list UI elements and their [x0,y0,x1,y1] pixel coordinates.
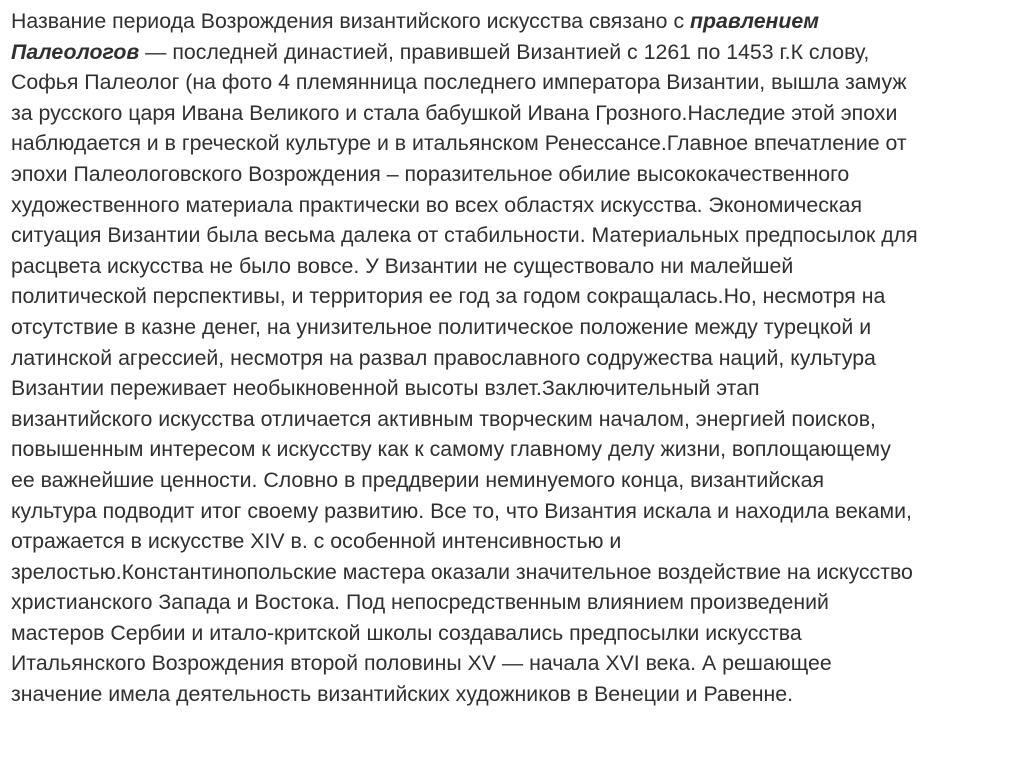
emphasis-text: правлением [690,9,820,33]
text-line: художественного материала практически во всех областях искусства. Экономическая [11,192,863,217]
text-line: политической перспективы, и территория ее год за годом сокращалась.Но, несмотря на [11,284,886,309]
text-line: повышенным интересом к искусству как к самому главному делу жизни, воплощающему [11,437,891,462]
text-line: ситуация Византии была весьма далека от стабильности. Материальных предпосылок для [11,223,918,248]
text-line [11,6,1011,37]
text-line: эпохи Палеологовского Возрождения – поразительное обилие высококачественного [11,161,850,186]
body-text [11,6,1011,710]
text-line: наблюдается и в греческой культуре и в итальянском Ренессансе.Главное впечатление от [11,131,907,156]
text-line: зрелостью.Константинопольские мастера оказали значительное воздействие на искусство [11,559,913,584]
text-line: культура подводит итог своему развитию. Все то, что Византия искала и находила веками, [11,498,912,523]
text-line: расцвета искусства не было вовсе. У Византии не существовало ни малейшей [11,253,794,278]
text-line: византийского искусства отличается активным творческим началом, энергией поисков, [11,406,876,431]
text-line: Софья Палеолог (на фото 4 племянница последнего императора Византии, вышла замуж [11,70,907,95]
emphasis-text: Палеологов [11,39,140,64]
text-run: — последней династией, правившей Византией с 1261 по 1453 г.К слову, [139,39,870,64]
text-line: отражается в искусстве XIV в. с особенной интенсивностью и [11,529,622,554]
text-line: ее важнейшие ценности. Словно в преддверии неминуемого конца, византийская [11,467,825,492]
text-line: отсутствие в казне денег, на унизительное политическое положение между турецкой и [11,314,872,339]
text-line: Итальянского Возрождения второй половины XV — начала XVI века. А решающее [11,651,832,676]
text-line: мастеров Сербии и итало-критской школы создавались предпосылки искусства [11,620,802,645]
text-line: за русского царя Ивана Великого и стала бабушкой Ивана Грозного.Наследие этой эпохи [11,100,898,125]
text-line: христианского Запада и Востока. Под непосредственным влиянием произведений [11,590,829,615]
text-line [11,37,1011,68]
text-line: латинской агрессией, несмотря на развал православного содружества наций, культура [11,345,876,370]
text-line: значение имела деятельность византийских художников в Венеции и Равенне. [11,682,793,707]
text-line: Византии переживает необыкновенной высоты взлет.Заключительный этап [11,376,760,401]
text-run: Название периода Возрождения византийского искусства связано с [11,9,691,33]
